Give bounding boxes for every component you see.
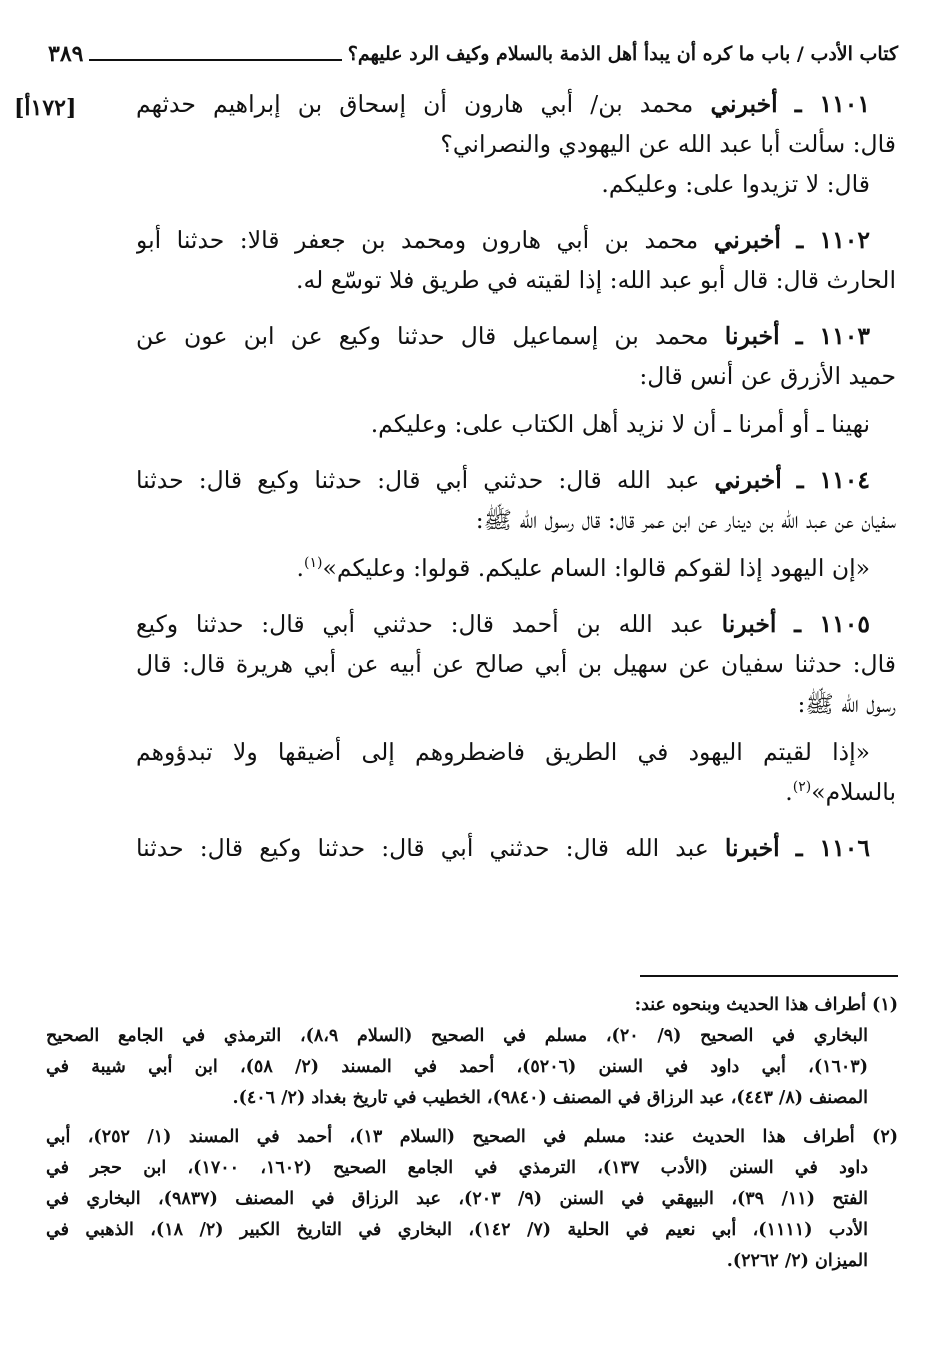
text-line: [136, 316, 896, 356]
text-line: الحارث قال: قال أبو عبد الله: إذا لقيته في طريق فلا توسّع له.: [296, 266, 896, 294]
text-line: قال: لا تزيدوا على: وعليكم.: [601, 170, 870, 198]
hadith-1106: [136, 828, 896, 868]
running-header: [48, 34, 898, 74]
hadith-keyword: أخبرني: [713, 226, 781, 254]
full-stop: .: [296, 554, 304, 582]
hadith-number: ١١٠٥ ـ: [794, 610, 870, 638]
prophetic-quote: [136, 732, 896, 812]
hadith-keyword: أخبرنا: [724, 322, 780, 350]
page-number: ٣٨٩: [48, 41, 84, 67]
text-line: «إذا لقيتم اليهود في الطريق فاضطروهم إلى أضيقها ولا تبدؤوهم: [136, 738, 870, 766]
quote-text: بالسلام»: [811, 778, 896, 806]
text-line: نهينا ـ أو أمرنا ـ أن لا نزيد أهل الكتاب على: وعليكم.: [370, 410, 870, 438]
hadith-keyword: أخبرني: [714, 466, 782, 494]
text-line: [136, 220, 896, 260]
header-title: كتاب الأدب / باب ما كره أن يبدأ أهل الذمة بالسلام وكيف الرد عليهم؟: [347, 43, 898, 65]
text-line: قال: حدثنا سفيان عن سهيل بن أبي صالح عن أبيه عن أبي هريرة قال: قال: [136, 650, 896, 678]
full-stop: .: [785, 778, 793, 806]
text-line: حميد الأزرق عن أنس قال:: [639, 362, 896, 390]
text-segment: محمد بن/ أبي هارون أن إسحاق بن إبراهيم حدثهم: [136, 90, 694, 118]
text-line: [136, 604, 896, 644]
footnote-line: المصنف (٨/ ٤٤٣)، عبد الرزاق في المصنف (٩٨٤٠)، الخطيب في تاريخ بغداد (٢/ ٤٠٦).: [232, 1088, 868, 1108]
text-line: سفيان عن عبد الله بن دينار عن ابن عمر قال: قال رسول الله ﷺ:: [475, 506, 896, 534]
footnote-line: البخاري في الصحيح (٩/ ٢٠)، مسلم في الصحيح (السلام ٨،٩)، الترمذي في الجامع الصحيح: [46, 1026, 869, 1046]
text-line: قال: سألت أبا عبد الله عن اليهودي والنصراني؟: [440, 130, 896, 158]
text-line: [136, 548, 896, 588]
footnote-line: الفتح (١١/ ٣٩)، البيهقي في السنن (٩/ ٢٠٣)، عبد الرزاق في المصنف (٩٨٣٧)، البخاري في: [46, 1189, 869, 1209]
footnote-line: داود في السنن (الأدب ١٣٧)، الترمذي في الجامع الصحيح (١٦٠٢، ١٧٠٠)، ابن حجر في: [46, 1158, 869, 1178]
text-line: [136, 828, 896, 868]
hadith-1104: [136, 460, 896, 588]
text-line: [136, 460, 896, 500]
text-line: [136, 84, 896, 124]
footnote-line: (٢) أطراف هذا الحديث عند: مسلم في الصحيح (السلام ١٣)، أحمد في المسند (١/ ٢٥٢)، أبي: [46, 1127, 898, 1147]
manuscript-folio-ref: [١٧٢أ]: [14, 95, 77, 121]
prophetic-quote: [136, 548, 896, 588]
footnote-marker: (١): [304, 555, 323, 572]
hadith-number: ١١٠١ ـ: [794, 90, 870, 118]
footnote-separator: [640, 975, 898, 977]
hadith-number: ١١٠٢ ـ: [796, 226, 870, 254]
quote-text: «إن اليهود إذا لقوكم قالوا: السام عليكم. قولوا: وعليكم»: [322, 554, 870, 582]
hadith-1101: [136, 84, 896, 204]
header-rule: [89, 59, 341, 61]
hadith-1102: [136, 220, 896, 300]
text-segment: عبد الله بن أحمد قال: حدثني أبي قال: حدثنا وكيع: [136, 610, 704, 638]
text-line: رسول الله ﷺ:: [797, 690, 896, 718]
footnote-line: الأدب (١١١١)، أبي نعيم في الحلية (٧/ ١٤٢)، البخاري في التاريخ الكبير (٢/ ١٨)، الذهبي في: [46, 1220, 869, 1240]
main-text: [136, 84, 896, 884]
footnote-line: (١٦٠٣)، أبي داود في السنن (٥٢٠٦)، أحمد في المسند (٢/ ٥٨)، ابن أبي شيبة في: [46, 1057, 868, 1077]
hadith-keyword: أخبرني: [710, 90, 778, 118]
hadith-number: ١١٠٣ ـ: [795, 322, 870, 350]
text-segment: محمد بن إسماعيل قال حدثنا وكيع عن ابن عون عن: [136, 322, 709, 350]
hadith-1103: [136, 316, 896, 444]
text-segment: عبد الله قال: حدثني أبي قال: حدثنا وكيع قال: حدثنا: [136, 834, 709, 862]
text-segment: محمد بن أبي هارون ومحمد بن جعفر قالا: حدثنا أبو: [136, 226, 699, 254]
footnote-marker: (٢): [792, 779, 812, 796]
hadith-keyword: أخبرنا: [724, 834, 780, 862]
hadith-number: ١١٠٦ ـ: [795, 834, 870, 862]
footnote-1: [46, 990, 898, 1114]
hadith-keyword: أخبرنا: [721, 610, 777, 638]
quoted-text: [136, 404, 896, 444]
footnotes: [46, 990, 898, 1277]
footnote-gap: [46, 1114, 898, 1122]
footnote-2: [46, 1122, 898, 1277]
hadith-1105: [136, 604, 896, 812]
hadith-number: ١١٠٤ ـ: [796, 466, 870, 494]
text-line: [136, 772, 896, 812]
text-segment: عبد الله قال: حدثني أبي قال: حدثنا وكيع قال: حدثنا: [136, 466, 700, 494]
footnote-line: الميزان (٢/ ٢٢٦٢).: [726, 1251, 868, 1271]
footnote-line: (١) أطراف هذا الحديث وبنحوه عند:: [634, 995, 898, 1015]
